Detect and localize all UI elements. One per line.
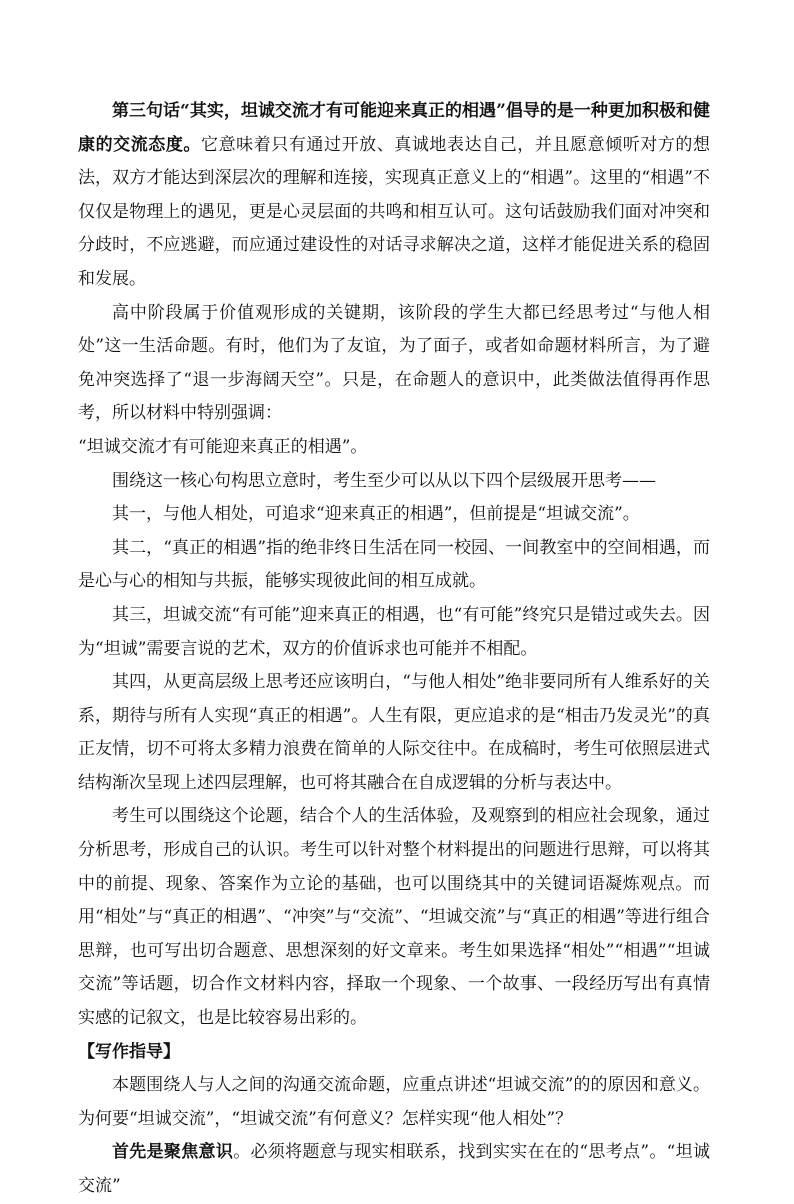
paragraph-lead-bold: 第三句话“其实，坦诚交流才有可能迎来真正的相遇”倡导的是一种更加积极和健康的交流态度。 bbox=[78, 101, 710, 155]
paragraph-level-two: 其二，“真正的相遇”指的绝非终日生活在同一校园、一间教室中的空间相遇，而是心与心的相知与共振，能够实现彼此间的相互成就。 bbox=[78, 537, 710, 592]
paragraph-level-three: 其三，坦诚交流“有可能”迎来真正的相遇，也“有可能”终究只是错过或失去。因为“坦诚”需要言说的艺术，双方的价值诉求也可能并不相配。 bbox=[78, 604, 710, 659]
guide-paragraph-focus bbox=[78, 1136, 710, 1203]
paragraph-body: 它意味着只有通过开放、真诚地表达自己，并且愿意倾听对方的想法，双方才能达到深层次的理解和连接，实现真正意义上的“相遇”。这里的“相遇”不仅仅是物理上的遇见，更是心灵层面的共鸣和相互认可。这句话鼓励我们面对冲突和分歧时，不应逃避，而应通过建设性的对话寻求解决之道，这样才能促进关系的稳固和发展。 bbox=[78, 134, 710, 289]
guide-lead-bold: 首先是聚焦意识 bbox=[112, 1142, 234, 1163]
paragraph-examinee-approach: 考生可以围绕这个论题，结合个人的生活体验，及观察到的相应社会现象，通过分析思考，形成自己的认识。考生可以针对整个材料提出的问题进行思辩，可以将其中的前提、现象、答案作为立论的基础，也可以围绕其中的关键词语凝炼观点。而用“相处”与“真正的相遇”、“冲突”与“交流”、“坦诚交流”与“真正的相遇”等进行组合思辩，也可写出切合题意、思想深刻的好文章来。考生如果选择“相处”“相遇”“坦诚交流”等话题，切合作文材料内容，择取一个现象、一个故事、一段经历写出有真情实感的记叙文，也是比较容易出彩的。 bbox=[78, 806, 710, 1029]
section-heading-writing-guide: 【写作指导】 bbox=[78, 1041, 180, 1062]
paragraph-four-levels-intro: 围绕这一核心句构思立意时，考生至少可以从以下四个层级展开思考—— bbox=[112, 470, 656, 491]
paragraph-level-four: 其四，从更高层级上思考还应该明白，“与他人相处”绝非要同所有人维系好的关系，期待与所有人实现“真正的相遇”。人生有限，更应追求的是“相击乃发灵光”的真正友情，切不可将太多精力浪费在简单的人际交往中。在成稿时，考生可依照层进式结构渐次呈现上述四层理解，也可将其融合在自成逻辑的分析与表达中。 bbox=[78, 672, 710, 793]
paragraph-quote: “坦诚交流才有可能迎来真正的相遇”。 bbox=[78, 436, 368, 457]
guide-paragraph-intro: 本题围绕人与人之间的沟通交流命题，应重点讲述“坦诚交流”的的原因和意义。为何要“坦诚交流”，“坦诚交流”有何意义？怎样实现“他人相处”？ bbox=[78, 1075, 710, 1129]
paragraph-third-sentence bbox=[78, 95, 710, 297]
guide-body: 。必须将题意与现实相联系，找到实实在在的“思考点”。“坦诚交流” bbox=[78, 1142, 710, 1196]
paragraph-high-school: 高中阶段属于价值观形成的关键期，该阶段的学生大都已经思考过“与他人相处”这一生活命题。有时，他们为了友谊，为了面子，或者如命题材料所言，为了避免冲突选择了“退一步海阔天空”。只是，在命题人的意识中，此类做法值得再作思考，所以材料中特别强调： bbox=[78, 302, 710, 424]
paragraph-level-one: 其一，与他人相处，可追求“迎来真正的相遇”，但前提是“坦诚交流”。 bbox=[112, 504, 640, 525]
